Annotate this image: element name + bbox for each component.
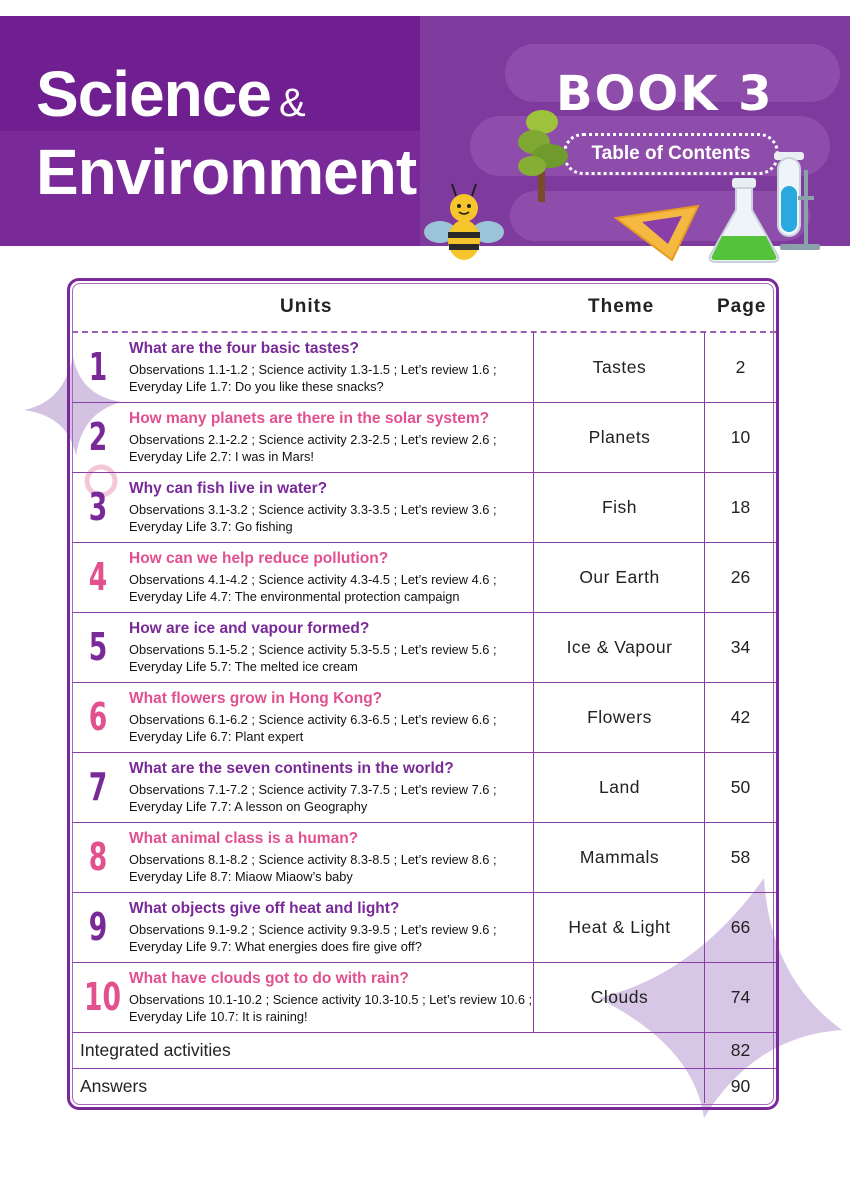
- unit-theme: Mammals: [579, 847, 660, 867]
- unit-detail-line1: Observations 7.1-7.2 ; Science activity 7.3-7.5 ; Let’s review 7.6 ;: [129, 782, 497, 797]
- unit-number: 6: [88, 695, 108, 739]
- unit-number: 5: [88, 625, 108, 669]
- unit-details: [129, 361, 497, 395]
- unit-detail-line1: Observations 4.1-4.2 ; Science activity 4.3-4.5 ; Let’s review 4.6 ;: [129, 572, 497, 587]
- title-ampersand: &: [278, 81, 305, 125]
- column-header-units: Units: [280, 296, 333, 317]
- unit-number: 2: [88, 415, 108, 459]
- unit-details: [129, 921, 497, 955]
- unit-number: 3: [88, 485, 108, 529]
- unit-page: 42: [730, 707, 751, 727]
- unit-detail-line1: Observations 2.1-2.2 ; Science activity 2.3-2.5 ; Let’s review 2.6 ;: [129, 432, 497, 447]
- unit-question: How can we help reduce pollution?: [129, 550, 389, 567]
- row-divider: [72, 542, 776, 543]
- unit-page: 66: [730, 917, 751, 937]
- unit-page: 34: [730, 637, 751, 657]
- row-label: Integrated activities: [80, 1040, 231, 1060]
- unit-detail-line1: Observations 8.1-8.2 ; Science activity 8.3-8.5 ; Let’s review 8.6 ;: [129, 852, 497, 867]
- unit-detail-line2: Everyday Life 9.7: What energies does fire give off?: [129, 939, 422, 954]
- unit-detail-line1: Observations 5.1-5.2 ; Science activity 5.3-5.5 ; Let’s review 5.6 ;: [129, 642, 497, 657]
- unit-number: 4: [88, 555, 108, 599]
- row-page: 82: [730, 1040, 751, 1060]
- table-row: [72, 472, 776, 542]
- set-square-icon: [612, 202, 702, 264]
- unit-page: 58: [730, 847, 751, 867]
- row-divider: [72, 752, 776, 753]
- unit-detail-line1: Observations 1.1-1.2 ; Science activity 1.3-1.5 ; Let’s review 1.6 ;: [129, 362, 497, 377]
- unit-theme: Heat & Light: [568, 917, 671, 937]
- unit-details: [129, 991, 532, 1025]
- row-divider: [72, 892, 776, 893]
- unit-theme: Our Earth: [579, 567, 660, 587]
- unit-question: What objects give off heat and light?: [129, 900, 400, 917]
- unit-page: 26: [730, 567, 751, 587]
- tree-icon: [514, 108, 570, 202]
- unit-theme: Fish: [601, 497, 638, 517]
- row-divider: [72, 682, 776, 683]
- table-row: [72, 822, 776, 892]
- unit-question: What animal class is a human?: [129, 830, 359, 847]
- table-row: [72, 682, 776, 752]
- unit-details: [129, 851, 497, 885]
- unit-theme: Tastes: [592, 357, 647, 377]
- unit-question: Why can fish live in water?: [129, 480, 328, 497]
- table-row: [72, 962, 776, 1032]
- row-divider: [72, 962, 776, 963]
- title-environment: Environment: [36, 136, 417, 208]
- unit-page: 74: [730, 987, 751, 1007]
- column-header-theme: Theme: [588, 296, 655, 317]
- unit-detail-line2: Everyday Life 4.7: The environmental protection campaign: [129, 589, 460, 604]
- unit-number: 1: [88, 345, 108, 389]
- row-label: Answers: [80, 1076, 148, 1096]
- table-row: [72, 892, 776, 962]
- table-row: [72, 1068, 776, 1104]
- unit-page: 2: [735, 357, 746, 377]
- title-science: Science: [36, 58, 271, 130]
- table-row: [72, 612, 776, 682]
- row-divider: [72, 402, 776, 403]
- row-divider: [72, 822, 776, 823]
- unit-number: 10: [84, 975, 122, 1019]
- unit-theme: Planets: [588, 427, 651, 447]
- table-row: [72, 332, 776, 402]
- unit-theme: Ice & Vapour: [566, 637, 673, 657]
- unit-detail-line1: Observations 10.1-10.2 ; Science activity 10.3-10.5 ; Let’s review 10.6 ;: [129, 992, 533, 1007]
- unit-detail-line2: Everyday Life 7.7: A lesson on Geography: [129, 799, 368, 814]
- unit-detail-line2: Everyday Life 10.7: It is raining!: [129, 1009, 308, 1024]
- table-row: [72, 752, 776, 822]
- column-divider: [704, 332, 705, 1103]
- unit-number: 7: [88, 765, 108, 809]
- unit-theme: Clouds: [590, 987, 649, 1007]
- test-tube-icon: [770, 150, 822, 252]
- unit-theme: Flowers: [587, 707, 652, 727]
- unit-details: [129, 571, 497, 605]
- table-row: [72, 1032, 776, 1068]
- unit-question: What have clouds got to do with rain?: [129, 970, 409, 987]
- unit-detail-line1: Observations 3.1-3.2 ; Science activity 3.3-3.5 ; Let’s review 3.6 ;: [129, 502, 497, 517]
- unit-details: [129, 711, 497, 745]
- toc-label: Table of Contents: [563, 133, 779, 175]
- unit-details: [129, 501, 497, 535]
- unit-page: 10: [730, 427, 751, 447]
- unit-detail-line2: Everyday Life 1.7: Do you like these snacks?: [129, 379, 384, 394]
- unit-number: 9: [88, 905, 108, 949]
- unit-detail-line1: Observations 6.1-6.2 ; Science activity 6.3-6.5 ; Let’s review 6.6 ;: [129, 712, 497, 727]
- unit-theme: Land: [599, 777, 640, 797]
- unit-detail-line2: Everyday Life 5.7: The melted ice cream: [129, 659, 358, 674]
- unit-page: 18: [730, 497, 751, 517]
- unit-number: 8: [88, 835, 108, 879]
- unit-detail-line2: Everyday Life 8.7: Miaow Miaow’s baby: [129, 869, 353, 884]
- table-row: [72, 542, 776, 612]
- table-row: [72, 402, 776, 472]
- unit-question: How are ice and vapour formed?: [129, 620, 370, 637]
- row-divider: [72, 612, 776, 613]
- unit-question: What are the seven continents in the world?: [129, 760, 454, 777]
- unit-detail-line2: Everyday Life 6.7: Plant expert: [129, 729, 304, 744]
- unit-details: [129, 431, 497, 465]
- unit-question: What flowers grow in Hong Kong?: [129, 690, 383, 707]
- unit-question: What are the four basic tastes?: [129, 340, 359, 357]
- unit-details: [129, 641, 497, 675]
- unit-page: 50: [730, 777, 751, 797]
- unit-question: How many planets are there in the solar system?: [129, 410, 490, 427]
- unit-detail-line1: Observations 9.1-9.2 ; Science activity 9.3-9.5 ; Let’s review 9.6 ;: [129, 922, 497, 937]
- unit-details: [129, 781, 497, 815]
- bee-icon: [422, 180, 506, 264]
- row-divider: [72, 472, 776, 473]
- row-page: 90: [730, 1076, 751, 1096]
- column-divider: [533, 332, 534, 1032]
- book-number: BOOK 3: [556, 66, 774, 122]
- unit-detail-line2: Everyday Life 2.7: I was in Mars!: [129, 449, 314, 464]
- column-header-page: Page: [717, 296, 767, 317]
- unit-detail-line2: Everyday Life 3.7: Go fishing: [129, 519, 293, 534]
- book-title: [36, 58, 417, 220]
